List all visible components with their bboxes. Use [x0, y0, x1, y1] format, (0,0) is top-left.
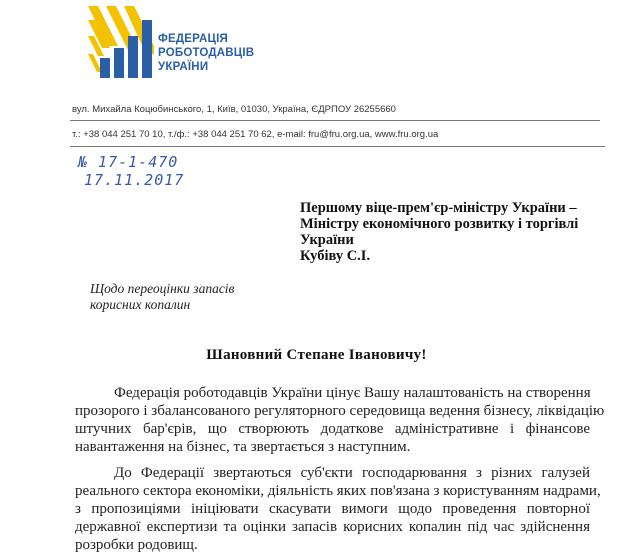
subject-line-2: корисних копалин	[90, 297, 191, 312]
letterhead-contacts: т.: +38 044 251 70 10, т./ф.: +38 044 251 70 62, e-mail: fru@fru.org.ua, www.fru.org.ua	[72, 129, 439, 140]
addressee-line-2: Міністру економічного розвитку і торгівлі	[300, 216, 579, 232]
body-paragraph-1-line-1: Федерація роботодавців України цінує Вашу налаштованість на створення	[114, 385, 591, 401]
registration-date: 17.11.2017	[84, 171, 185, 189]
body-paragraph-1-line-2: прозорого і збалансованого регуляторного середовища ведення бізнесу, ліквідацію	[75, 403, 605, 419]
org-name-line-2: РОБОТОДАВЦІВ	[158, 47, 255, 59]
federation-logo-mark	[88, 6, 154, 78]
subject-line-1: Щодо переоцінки запасів	[90, 281, 235, 296]
letterhead-divider-2	[70, 146, 605, 147]
letterhead-divider-1	[70, 120, 600, 121]
addressee-line-1: Першому віце-прем'єр-міністру України –	[300, 200, 577, 216]
body-paragraph-2-line-1: До Федерації звертаються суб'єкти господарювання з різних галузей	[114, 465, 590, 481]
addressee-line-3: України	[300, 232, 354, 248]
salutation: Шановний Степане Івановичу!	[206, 347, 427, 363]
body-paragraph-2-line-2: реального сектора економіки, діяльність яких пов'язана з користуванням надрами,	[75, 483, 601, 499]
letterhead-address: вул. Михайла Коцюбинського, 1, Київ, 01030, Україна, ЄДРПОУ 26255660	[72, 104, 396, 115]
addressee-line-4: Кубіву С.І.	[300, 248, 371, 264]
body-paragraph-2-line-4: державної експертизи та оцінки запасів корисних копалин під час здійснення	[75, 519, 590, 535]
org-name-line-1: ФЕДЕРАЦІЯ	[158, 33, 228, 45]
body-paragraph-1-line-4: навантаження на бізнес, та звертається з наступним.	[75, 439, 411, 455]
body-paragraph-1-line-3: штучних бар'єрів, що створюють додаткове адміністративне і фінансове	[75, 421, 590, 437]
body-paragraph-2-line-5: розробки родовищ.	[75, 537, 198, 553]
body-paragraph-2-line-3: з пропозиціями ініціювати скасувати вимоги щодо проведення повторної	[75, 501, 590, 517]
org-name-line-3: УКРАЇНИ	[158, 61, 209, 73]
registration-number: № 17-1-470	[78, 153, 179, 171]
